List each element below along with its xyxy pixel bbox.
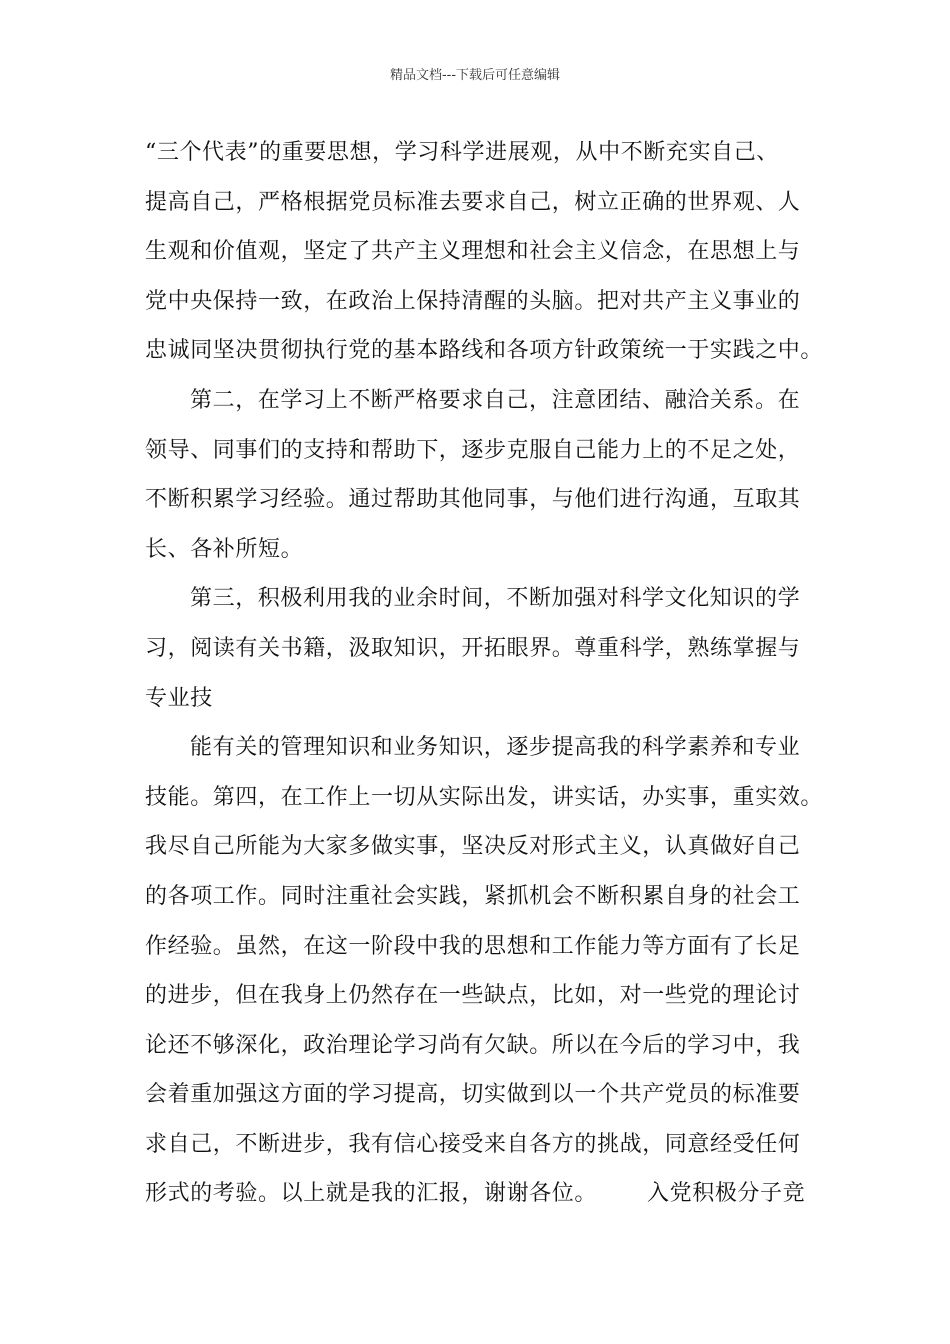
text-line: 习，阅读有关书籍，汲取知识，开拓眼界。尊重科学，熟练掌握与: [145, 635, 801, 661]
text-line: 会着重加强这方面的学习提高，切实做到以一个共产党员的标准要: [145, 1082, 801, 1108]
text-line: 的各项工作。同时注重社会实践，紧抓机会不断积累自身的社会工: [145, 883, 801, 909]
text-line: 生观和价值观，坚定了共产主义理想和社会主义信念，在思想上与: [145, 239, 801, 265]
text-line: 求自己，不断进步，我有信心接受来自各方的挑战，同意经受任何: [145, 1131, 801, 1157]
text-line: 我尽自己所能为大家多做实事，坚决反对形式主义，认真做好自己: [145, 834, 801, 860]
text-line: [145, 1169, 809, 1219]
text-segment: 形式的考验。以上就是我的汇报，谢谢各位。: [145, 1181, 598, 1207]
text-line: 第三，积极利用我的业余时间，不断加强对科学文化知识的学: [190, 586, 801, 612]
page-header: 精品文档---下载后可任意编辑: [389, 68, 561, 83]
text-line: 长、各补所短。: [145, 536, 304, 562]
text-line: 忠诚同坚决贯彻执行党的基本路线和各项方针政策统一于实践之中。: [145, 338, 824, 364]
text-line: 领导、同事们的支持和帮助下，逐步克服自己能力上的不足之处，: [145, 437, 801, 463]
text-line: 提高自己，严格根据党员标准去要求自己，树立正确的世界观、人: [145, 189, 801, 215]
text-line: 论还不够深化，政治理论学习尚有欠缺。所以在今后的学习中，我: [145, 1032, 801, 1058]
text-line: “三个代表”的重要思想，学习科学进展观，从中不断充实自己、: [145, 140, 779, 165]
text-line: 技能。第四，在工作上一切从实际出发，讲实话，办实事，重实效。: [145, 784, 824, 810]
text-line: 作经验。虽然，在这一阶段中我的思想和工作能力等方面有了长足: [145, 933, 801, 959]
text-line: 能有关的管理知识和业务知识，逐步提高我的科学素养和专业: [190, 735, 801, 761]
text-line: 专业技: [145, 685, 213, 711]
text-line: 党中央保持一致，在政治上保持清醒的头脑。把对共产主义事业的: [145, 288, 801, 314]
text-segment: 入党积极分子竞: [647, 1181, 806, 1207]
text-line: 不断积累学习经验。通过帮助其他同事，与他们进行沟通，互取其: [145, 487, 801, 513]
text-line: 的进步，但在我身上仍然存在一些缺点，比如，对一些党的理论讨: [145, 983, 801, 1009]
text-line: 第二，在学习上不断严格要求自己，注意团结、融洽关系。在: [190, 387, 801, 413]
document-body: [145, 128, 824, 1219]
